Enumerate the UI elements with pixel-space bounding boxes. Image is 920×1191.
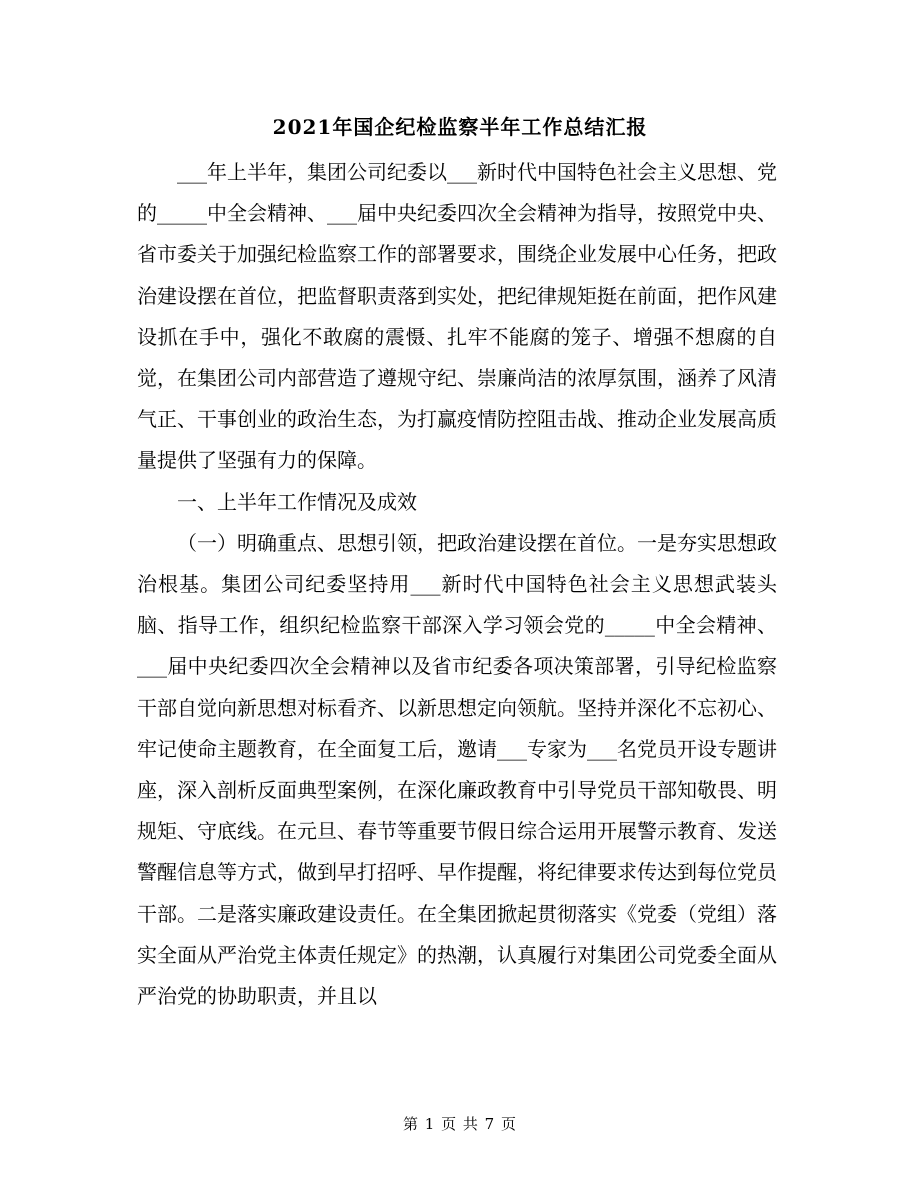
- paragraph-section-one: （一）明确重点、思想引领，把政治建设摆在首位。一是夯实思想政治根基。集团公司纪委坚持用___新时代中国特色社会主义思想武装头脑、指导工作，组织纪检监察干部深入学习领会党的_____中全会精神、___届中央纪委四次全会精神以及省市纪委各项决策部署，引导纪检监察干部自觉向新思想对标看齐、以新思想定向领航。坚持并深化不忘初心、牢记使命主题教育，在全面复工后，邀请___专家为___名党员开设专题讲座，深入剖析反面典型案例，在深化廉政教育中引导党员干部知敬畏、明规矩、守底线。在元旦、春节等重要节假日综合运用开展警示教育、发送警醒信息等方式，做到早打招呼、早作提醒，将纪律要求传达到每位党员干部。二是落实廉政建设责任。在全集团掀起贯彻落实《党委（党组）落实全面从严治党主体责任规定》的热潮，认真履行对集团公司党委全面从严治党的协助职责，并且以: [137, 530, 777, 1009]
- document-title: 2021年国企纪检监察半年工作总结汇报: [272, 115, 648, 139]
- document-body: [137, 152, 777, 1017]
- section-heading: 一、上半年工作情况及成效: [177, 489, 417, 514]
- paragraph-intro: ___年上半年，集团公司纪委以___新时代中国特色社会主义思想、党的_____中全会精神、___届中央纪委四次全会精神为指导，按照党中央、省市委关于加强纪检监察工作的部署要求，围绕企业发展中心任务，把政治建设摆在首位，把监督职责落到实处，把纪律规矩挺在前面，把作风建设抓在手中，强化不敢腐的震慑、扎牢不能腐的笼子、增强不想腐的自觉，在集团公司内部营造了遵规守纪、崇廉尚洁的浓厚氛围，涵养了风清气正、干事创业的政治生态，为打赢疫情防控阻击战、推动企业发展高质量提供了坚强有力的保障。: [137, 160, 777, 473]
- page-number: 第 1 页 共 7 页: [403, 1115, 517, 1133]
